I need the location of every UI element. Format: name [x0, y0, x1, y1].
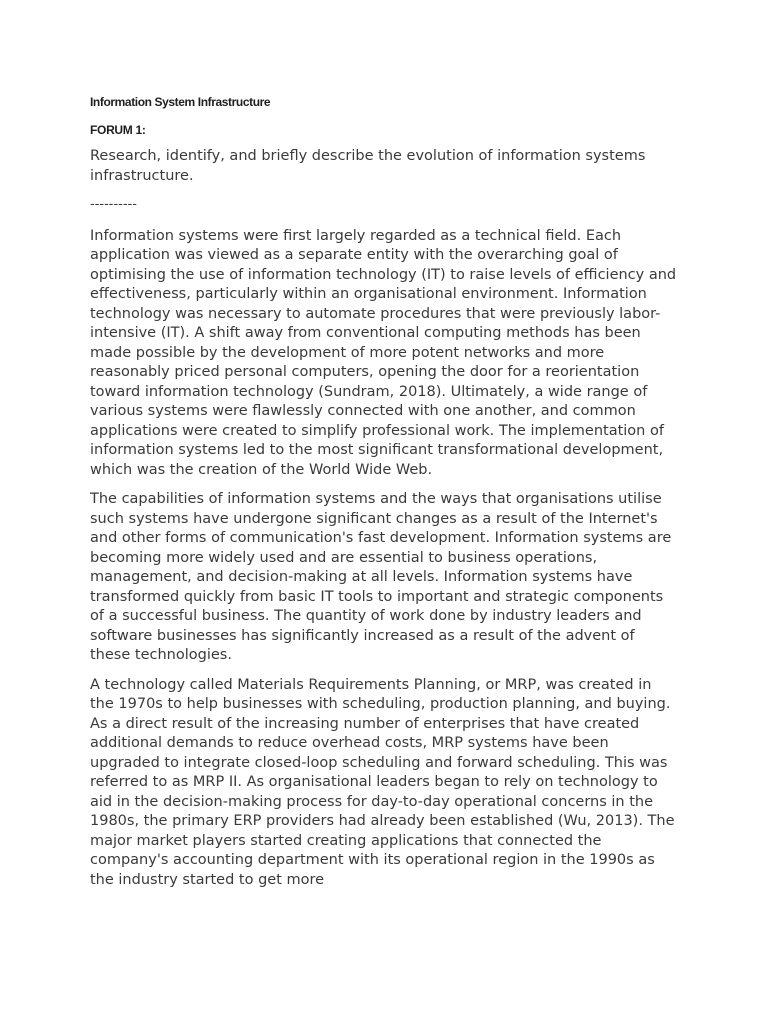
- forum-label: FORUM 1:: [90, 123, 146, 137]
- body-paragraph-2: The capabilities of information systems and the ways that organisations utilise such systems have undergone significant changes as a result of the Internet's and other forms of communication's fast development. Information systems are becoming more widely used and are essential to business operations, management, and decision-making at all levels. Information systems have transformed quickly from basic IT tools to important and strategic components of a successful business. The quantity of work done by industry leaders and software businesses has significantly increased as a result of the advent of these technologies.: [90, 491, 672, 664]
- document-title: Information System Infrastructure: [90, 95, 271, 109]
- body-paragraph-1: Information systems were first largely regarded as a technical field. Each application was viewed as a separate entity with the overarching goal of optimising the use of information technology (IT) to raise levels of efficiency and effectiveness, particularly within an organisational environment. Information technology was necessary to automate procedures that were previously labor-intensive (IT). A shift away from conventional computing methods has been made possible by the development of more potent networks and more reasonably priced personal computers, opening the door for a reorientation toward information technology (Sundram, 2018). Ultimately, a wide range of various systems were flawlessly connected with one another, and common applications were created to simplify professional work. The implementation of information systems led to the most significant transformational development, which was the creation of the World Wide Web.: [90, 227, 677, 478]
- separator-line: ----------: [90, 196, 137, 212]
- forum-question: Research, identify, and briefly describe the evolution of information systems infrastructure.: [90, 148, 646, 184]
- body-paragraph-3: A technology called Materials Requirements Planning, or MRP, was created in the 1970s to help businesses with scheduling, production planning, and buying. As a direct result of the increasing number of enterprises that have created additional demands to reduce overhead costs, MRP systems have been upgraded to integrate closed-loop scheduling and forward scheduling. This was referred to as MRP II. As organisational leaders began to rely on technology to aid in the decision-making process for day-to-day operational concerns in the 1980s, the primary ERP providers had already been established (Wu, 2013). The major market players started creating applications that connected the company's accounting department with its operational region in the 1990s as the industry started to get more: [90, 676, 675, 888]
